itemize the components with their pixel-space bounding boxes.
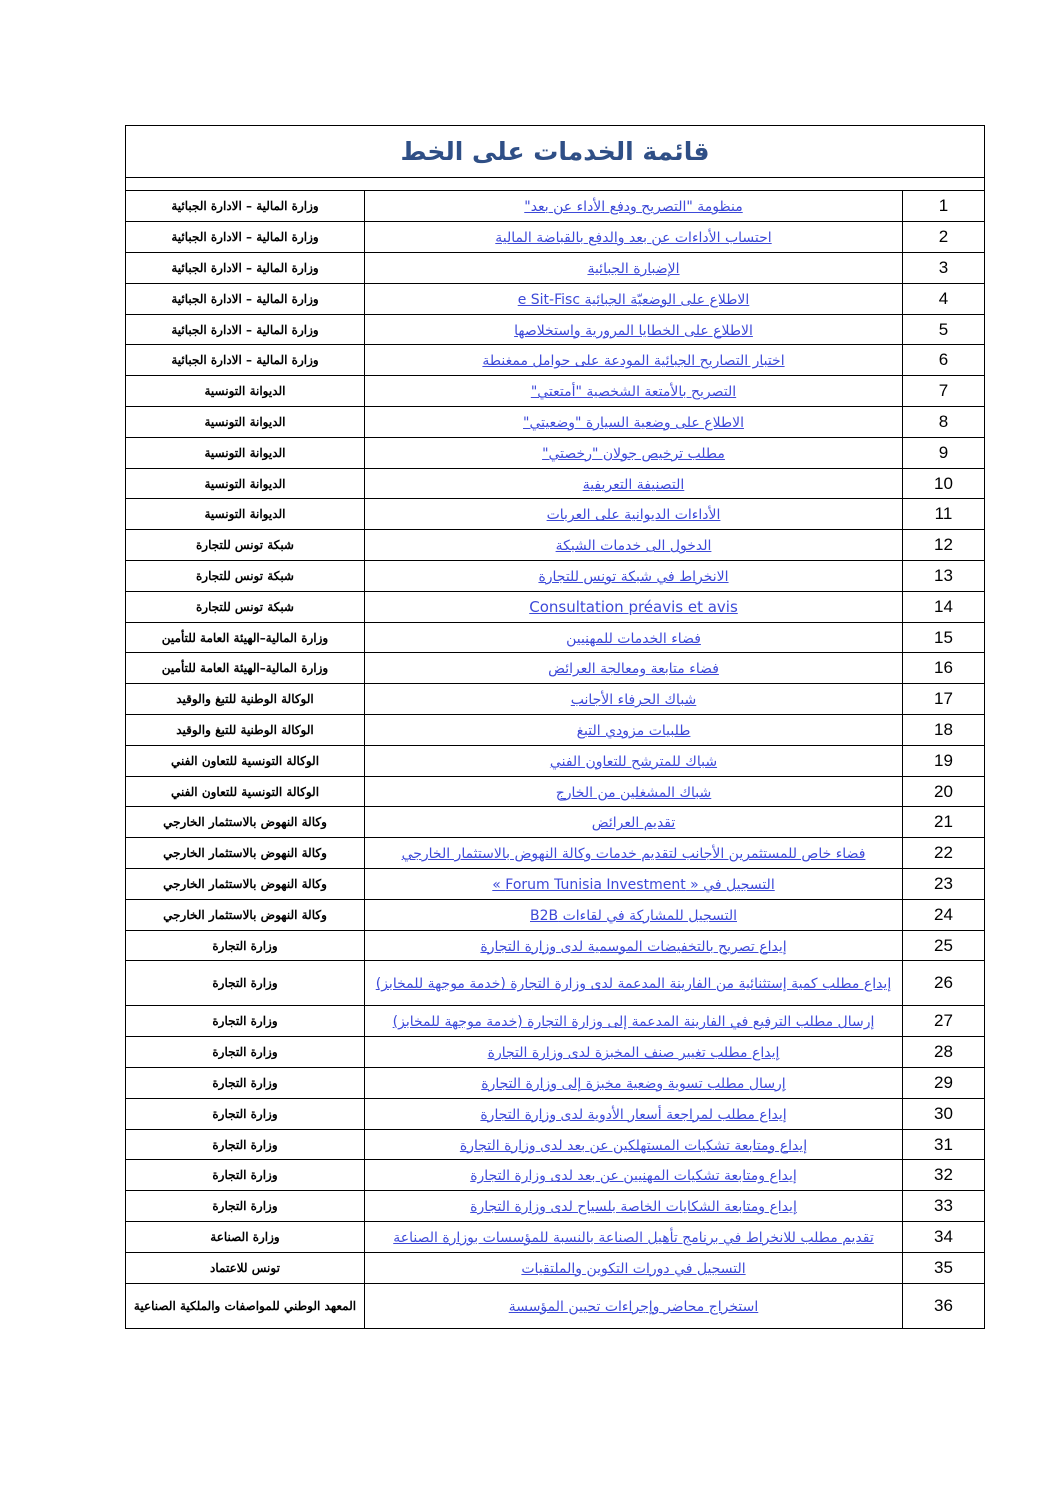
agency-cell: وزارة المالية – الادارة الجبائية (126, 283, 365, 314)
service-link[interactable]: طلبيات مزودي التبغ (576, 722, 691, 739)
service-cell (365, 1252, 903, 1283)
row-number: 35 (903, 1252, 985, 1283)
row-number: 28 (903, 1037, 985, 1068)
service-cell (365, 437, 903, 468)
agency-cell: وزارة التجارة (126, 1129, 365, 1160)
service-link[interactable]: اختبار التصاريح الجبائية المودعة على حوامل ممغنطة (482, 353, 785, 370)
table-row (126, 1222, 984, 1253)
table-row (126, 345, 984, 376)
service-link[interactable]: تقديم مطلب للانخراط في برنامج تأهيل الصناعة بالنسبة للمؤسسات بوزارة الصناعة (393, 1229, 874, 1246)
row-number: 8 (903, 407, 985, 438)
service-cell (365, 807, 903, 838)
row-number: 21 (903, 807, 985, 838)
services-table-body (126, 191, 984, 1328)
service-cell (365, 314, 903, 345)
row-number: 16 (903, 653, 985, 684)
row-number: 23 (903, 869, 985, 900)
table-row (126, 838, 984, 869)
service-cell (365, 715, 903, 746)
page-title: قائمة الخدمات على الخط (400, 137, 710, 166)
service-link[interactable]: إيداع مطلب تغيير صنف المخبزة لدى وزارة التجارة (487, 1045, 780, 1062)
table-row (126, 1037, 984, 1068)
table-row (126, 222, 984, 253)
table-row (126, 314, 984, 345)
table-row (126, 283, 984, 314)
service-cell (365, 561, 903, 592)
service-link[interactable]: إيداع ومتابعة الشكايات الخاصة بلسياح لدى وزارة التجارة (470, 1199, 797, 1216)
service-link[interactable]: إيداع تصريح بالتخفيضات الموسمية لدى وزارة التجارة (480, 938, 787, 955)
services-sheet (125, 125, 985, 1329)
row-number: 34 (903, 1222, 985, 1253)
agency-cell: الديوانة التونسية (126, 376, 365, 407)
agency-cell: وزارة التجارة (126, 1068, 365, 1099)
row-number: 30 (903, 1098, 985, 1129)
agency-cell: وزارة التجارة (126, 1006, 365, 1037)
service-link[interactable]: مطلب ترخيص جولان "رخصتي" (542, 445, 725, 462)
service-cell (365, 468, 903, 499)
agency-cell: وزارة المالية – الادارة الجبائية (126, 314, 365, 345)
row-number: 12 (903, 530, 985, 561)
service-link[interactable]: Consultation préavis et avis (529, 598, 738, 617)
service-cell (365, 622, 903, 653)
row-number: 7 (903, 376, 985, 407)
title-row (126, 126, 984, 178)
table-row (126, 530, 984, 561)
service-link[interactable]: الاطلاع على وضعية السيارة "وضعيتي" (523, 414, 744, 431)
table-row (126, 961, 984, 1006)
service-link[interactable]: الانخراط في شبكة تونس للتجارة (538, 568, 729, 585)
agency-cell: الديوانة التونسية (126, 499, 365, 530)
service-cell (365, 930, 903, 961)
service-cell (365, 283, 903, 314)
service-link[interactable]: الاطلاع على الوضعيّة الجبائية e Sit-Fisc (517, 291, 750, 308)
service-cell (365, 1160, 903, 1191)
agency-cell: الوكالة الوطنية للتبغ والوقيد (126, 684, 365, 715)
agency-cell: وزارة التجارة (126, 930, 365, 961)
service-link[interactable]: شباك المشغلين من الخارج (555, 784, 712, 801)
table-row (126, 715, 984, 746)
service-link[interactable]: فضاء خاص للمستثمرين الأجانب لتقديم خدمات وكالة النهوض بالاستثمار الخارجي (401, 846, 866, 863)
service-link[interactable]: إرسال مطلب الترفيع في الفارينة المدعمة إلى وزارة التجارة (خدمة موجهة للمخابز) (392, 1014, 875, 1031)
agency-cell: الديوانة التونسية (126, 468, 365, 499)
table-row (126, 376, 984, 407)
agency-cell: الوكالة الوطنية للتبغ والوقيد (126, 715, 365, 746)
service-cell (365, 1098, 903, 1129)
service-link[interactable]: شباك للمترشح للتعاون الفني (549, 753, 718, 770)
service-cell (365, 899, 903, 930)
service-cell (365, 684, 903, 715)
table-row (126, 653, 984, 684)
service-link[interactable]: إيداع مطلب كمية إستثنائية من الفارينة المدعمة لدى وزارة التجارة (خدمة موجهة للمخابز) (375, 976, 892, 993)
service-link[interactable]: إيداع ومتابعة تشكيات المستهلكين عن بعد لدى وزارة التجارة (459, 1137, 808, 1154)
agency-cell: وزارة المالية–الهيئة العامة للتأمين (126, 622, 365, 653)
agency-cell: الوكالة التونسية للتعاون الفني (126, 745, 365, 776)
agency-cell: وكالة النهوض بالاستثمار الخارجي (126, 869, 365, 900)
table-row (126, 499, 984, 530)
service-link[interactable]: الأداءات الديوانية على العربات (546, 507, 721, 524)
agency-cell: وزارة التجارة (126, 1191, 365, 1222)
agency-cell: تونس للاعتماد (126, 1252, 365, 1283)
table-row (126, 899, 984, 930)
service-link[interactable]: التسجيل في « Forum Tunisia Investment » (492, 876, 775, 893)
table-row (126, 1191, 984, 1222)
agency-cell: الوكالة التونسية للتعاون الفني (126, 776, 365, 807)
row-number: 33 (903, 1191, 985, 1222)
service-cell (365, 838, 903, 869)
table-row (126, 684, 984, 715)
row-number: 10 (903, 468, 985, 499)
row-number: 1 (903, 191, 985, 222)
service-cell (365, 407, 903, 438)
service-link[interactable]: احتساب الأداءات عن بعد والدفع بالقباضة المالية (495, 230, 772, 247)
table-row (126, 437, 984, 468)
agency-cell: وزارة التجارة (126, 961, 365, 1006)
service-cell (365, 345, 903, 376)
agency-cell: وكالة النهوض بالاستثمار الخارجي (126, 807, 365, 838)
table-row (126, 930, 984, 961)
service-cell (365, 253, 903, 284)
agency-cell: وزارة المالية – الادارة الجبائية (126, 222, 365, 253)
service-cell (365, 1037, 903, 1068)
service-cell (365, 1068, 903, 1099)
agency-cell: وكالة النهوض بالاستثمار الخارجي (126, 838, 365, 869)
service-link[interactable]: التصنيفة التعريفية (582, 476, 685, 493)
agency-cell: الديوانة التونسية (126, 407, 365, 438)
agency-cell: وزارة المالية – الادارة الجبائية (126, 345, 365, 376)
service-cell (365, 376, 903, 407)
service-link[interactable]: الاطلاع على الخطايا المرورية واستخلاصها (514, 322, 753, 339)
service-cell (365, 1222, 903, 1253)
service-link[interactable]: منظومة "التصريح ودفع الأداء عن بعد" (524, 199, 743, 216)
service-cell (365, 499, 903, 530)
row-number: 18 (903, 715, 985, 746)
row-number: 27 (903, 1006, 985, 1037)
row-number: 29 (903, 1068, 985, 1099)
service-link[interactable]: الإضبارة الجبائية (587, 260, 680, 277)
service-link[interactable]: إيداع ومتابعة تشكيات المهنيين عن بعد لدى وزارة التجارة (470, 1168, 797, 1185)
agency-cell: وزارة المالية – الادارة الجبائية (126, 253, 365, 284)
service-cell (365, 222, 903, 253)
service-link[interactable]: الدخول الى خدمات الشبكة (555, 538, 712, 555)
service-cell (365, 191, 903, 222)
agency-cell: وزارة الصناعة (126, 1222, 365, 1253)
row-number: 2 (903, 222, 985, 253)
table-row (126, 869, 984, 900)
table-row (126, 253, 984, 284)
row-number: 3 (903, 253, 985, 284)
agency-cell: وزارة المالية–الهيئة العامة للتأمين (126, 653, 365, 684)
service-link[interactable]: إرسال مطلب تسوية وضعية مخبزة إلى وزارة التجارة (481, 1075, 786, 1092)
service-cell (365, 653, 903, 684)
service-link[interactable]: التسجيل للمشاركة في لقاءات B2B (530, 907, 737, 924)
row-number: 32 (903, 1160, 985, 1191)
service-link[interactable]: فضاء متابعة ومعالجة العرائض (548, 661, 719, 678)
agency-cell: وكالة النهوض بالاستثمار الخارجي (126, 899, 365, 930)
service-link[interactable]: التسجيل في دورات التكوين والملتقيات (521, 1260, 746, 1277)
row-number: 36 (903, 1283, 985, 1328)
row-number: 9 (903, 437, 985, 468)
row-number: 26 (903, 961, 985, 1006)
table-row (126, 622, 984, 653)
table-row (126, 1283, 984, 1328)
table-row (126, 191, 984, 222)
service-link[interactable]: فضاء الخدمات للمهنيين (566, 630, 701, 647)
agency-cell: وزارة التجارة (126, 1098, 365, 1129)
table-row (126, 776, 984, 807)
service-link[interactable]: استخراج محاضر وإجراءات تحيين المؤسسة (508, 1298, 759, 1315)
service-cell (365, 1006, 903, 1037)
service-cell (365, 869, 903, 900)
service-cell (365, 1191, 903, 1222)
row-number: 6 (903, 345, 985, 376)
service-cell (365, 776, 903, 807)
table-row (126, 1160, 984, 1191)
row-number: 31 (903, 1129, 985, 1160)
row-number: 14 (903, 591, 985, 622)
services-table (126, 191, 984, 1328)
service-link[interactable]: إيداع مطلب لمراجعة أسعار الأدوية لدى وزارة التجارة (480, 1106, 787, 1123)
service-cell (365, 591, 903, 622)
agency-cell: المعهد الوطني للمواصفات والملكية الصناعية (126, 1283, 365, 1328)
table-row (126, 807, 984, 838)
service-link[interactable]: تقديم العرائض (591, 815, 676, 832)
agency-cell: وزارة المالية – الادارة الجبائية (126, 191, 365, 222)
agency-cell: شبكة تونس للتجارة (126, 561, 365, 592)
row-number: 22 (903, 838, 985, 869)
row-number: 13 (903, 561, 985, 592)
service-cell (365, 745, 903, 776)
table-row (126, 745, 984, 776)
agency-cell: الديوانة التونسية (126, 437, 365, 468)
table-row (126, 1006, 984, 1037)
agency-cell: شبكة تونس للتجارة (126, 530, 365, 561)
row-number: 25 (903, 930, 985, 961)
service-cell (365, 530, 903, 561)
table-row (126, 1068, 984, 1099)
table-row (126, 591, 984, 622)
table-row (126, 1098, 984, 1129)
table-row (126, 407, 984, 438)
table-row (126, 1252, 984, 1283)
table-row (126, 468, 984, 499)
service-cell (365, 1283, 903, 1328)
table-row (126, 561, 984, 592)
spacer-row (126, 178, 984, 191)
row-number: 24 (903, 899, 985, 930)
service-cell (365, 1129, 903, 1160)
agency-cell: شبكة تونس للتجارة (126, 591, 365, 622)
agency-cell: وزارة التجارة (126, 1037, 365, 1068)
row-number: 17 (903, 684, 985, 715)
service-cell (365, 961, 903, 1006)
row-number: 20 (903, 776, 985, 807)
service-link[interactable]: التصريح بالأمتعة الشخصية "أمتعتي" (530, 384, 737, 401)
row-number: 11 (903, 499, 985, 530)
row-number: 19 (903, 745, 985, 776)
row-number: 15 (903, 622, 985, 653)
table-row (126, 1129, 984, 1160)
row-number: 4 (903, 283, 985, 314)
service-link[interactable]: شباك الحرفاء الأجانب (570, 692, 697, 709)
agency-cell: وزارة التجارة (126, 1160, 365, 1191)
row-number: 5 (903, 314, 985, 345)
